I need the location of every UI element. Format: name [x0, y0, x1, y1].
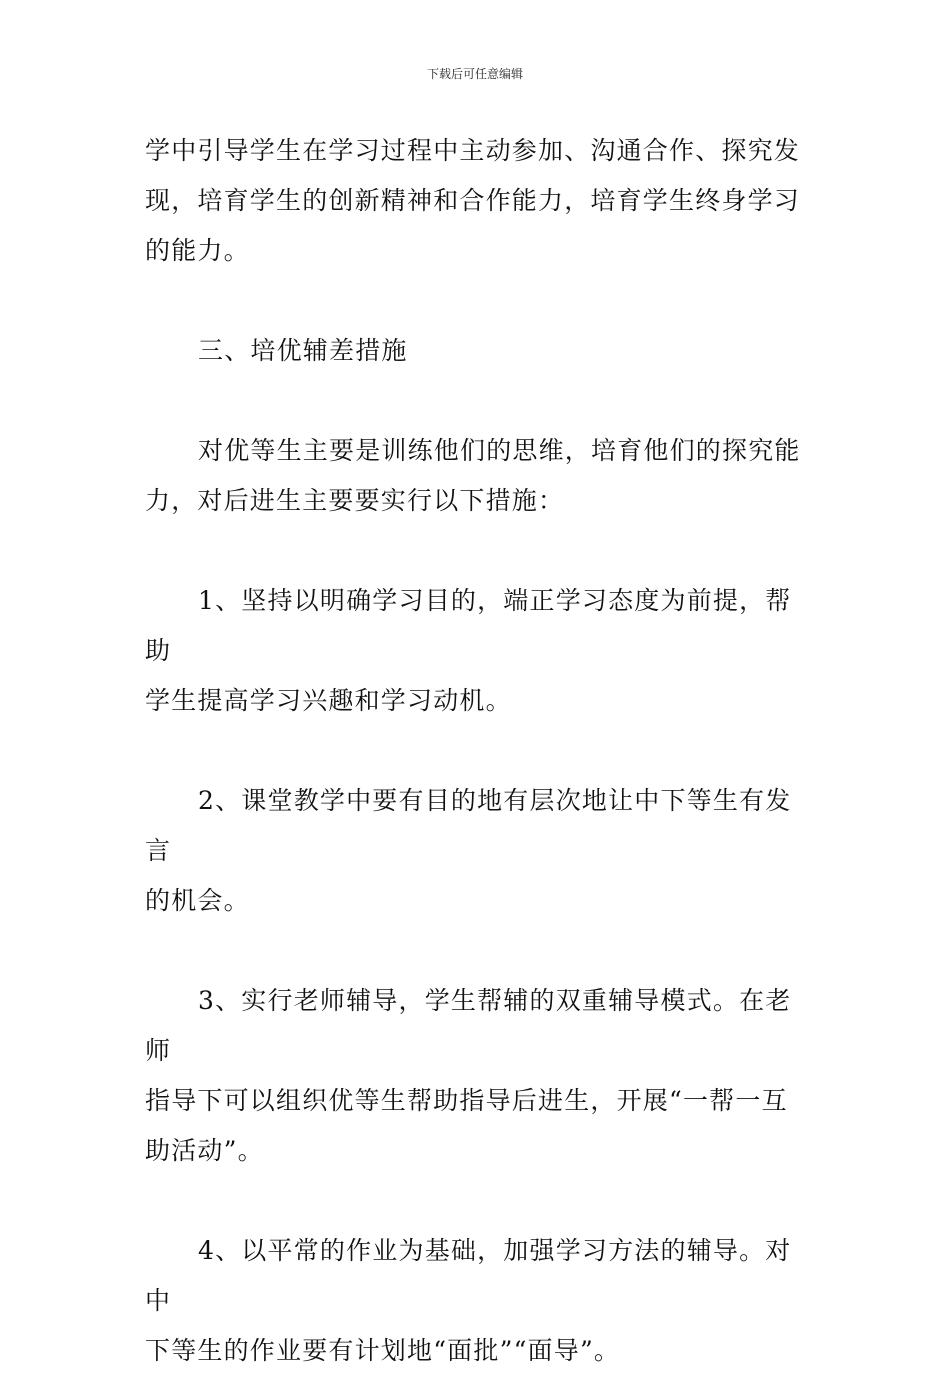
- measure-item-4: 4、以平常的作业为基础，加强学习方法的辅导。对中 下等生的作业要有计划地“面批”“面导”。: [145, 1236, 792, 1365]
- measure-item-1: 1、坚持以明确学习目的，端正学习态度为前提，帮助 学生提高学习兴趣和学习动机。: [145, 586, 792, 715]
- measure-item-2: 2、课堂教学中要有目的地有层次地让中下等生有发言 的机会。: [145, 786, 792, 915]
- paragraph-intro-continuation: 学中引导学生在学习过程中主动参加、沟通合作、探究发 现，培育学生的创新精神和合作能力，培育学生终身学习 的能力。: [145, 136, 801, 265]
- document-body: [145, 126, 810, 1376]
- page-header: 下载后可任意编辑: [426, 67, 523, 81]
- section-heading: 三、培优辅差措施: [198, 336, 408, 365]
- measure-item-3: 3、实行老师辅导，学生帮辅的双重辅导模式。在老师 指导下可以组织优等生帮助指导后进生，开展“一帮一互 助活动”。: [145, 986, 792, 1165]
- paragraph-overview: 对优等生主要是训练他们的思维，培育他们的探究能 力，对后进生主要要实行以下措施：: [145, 436, 801, 515]
